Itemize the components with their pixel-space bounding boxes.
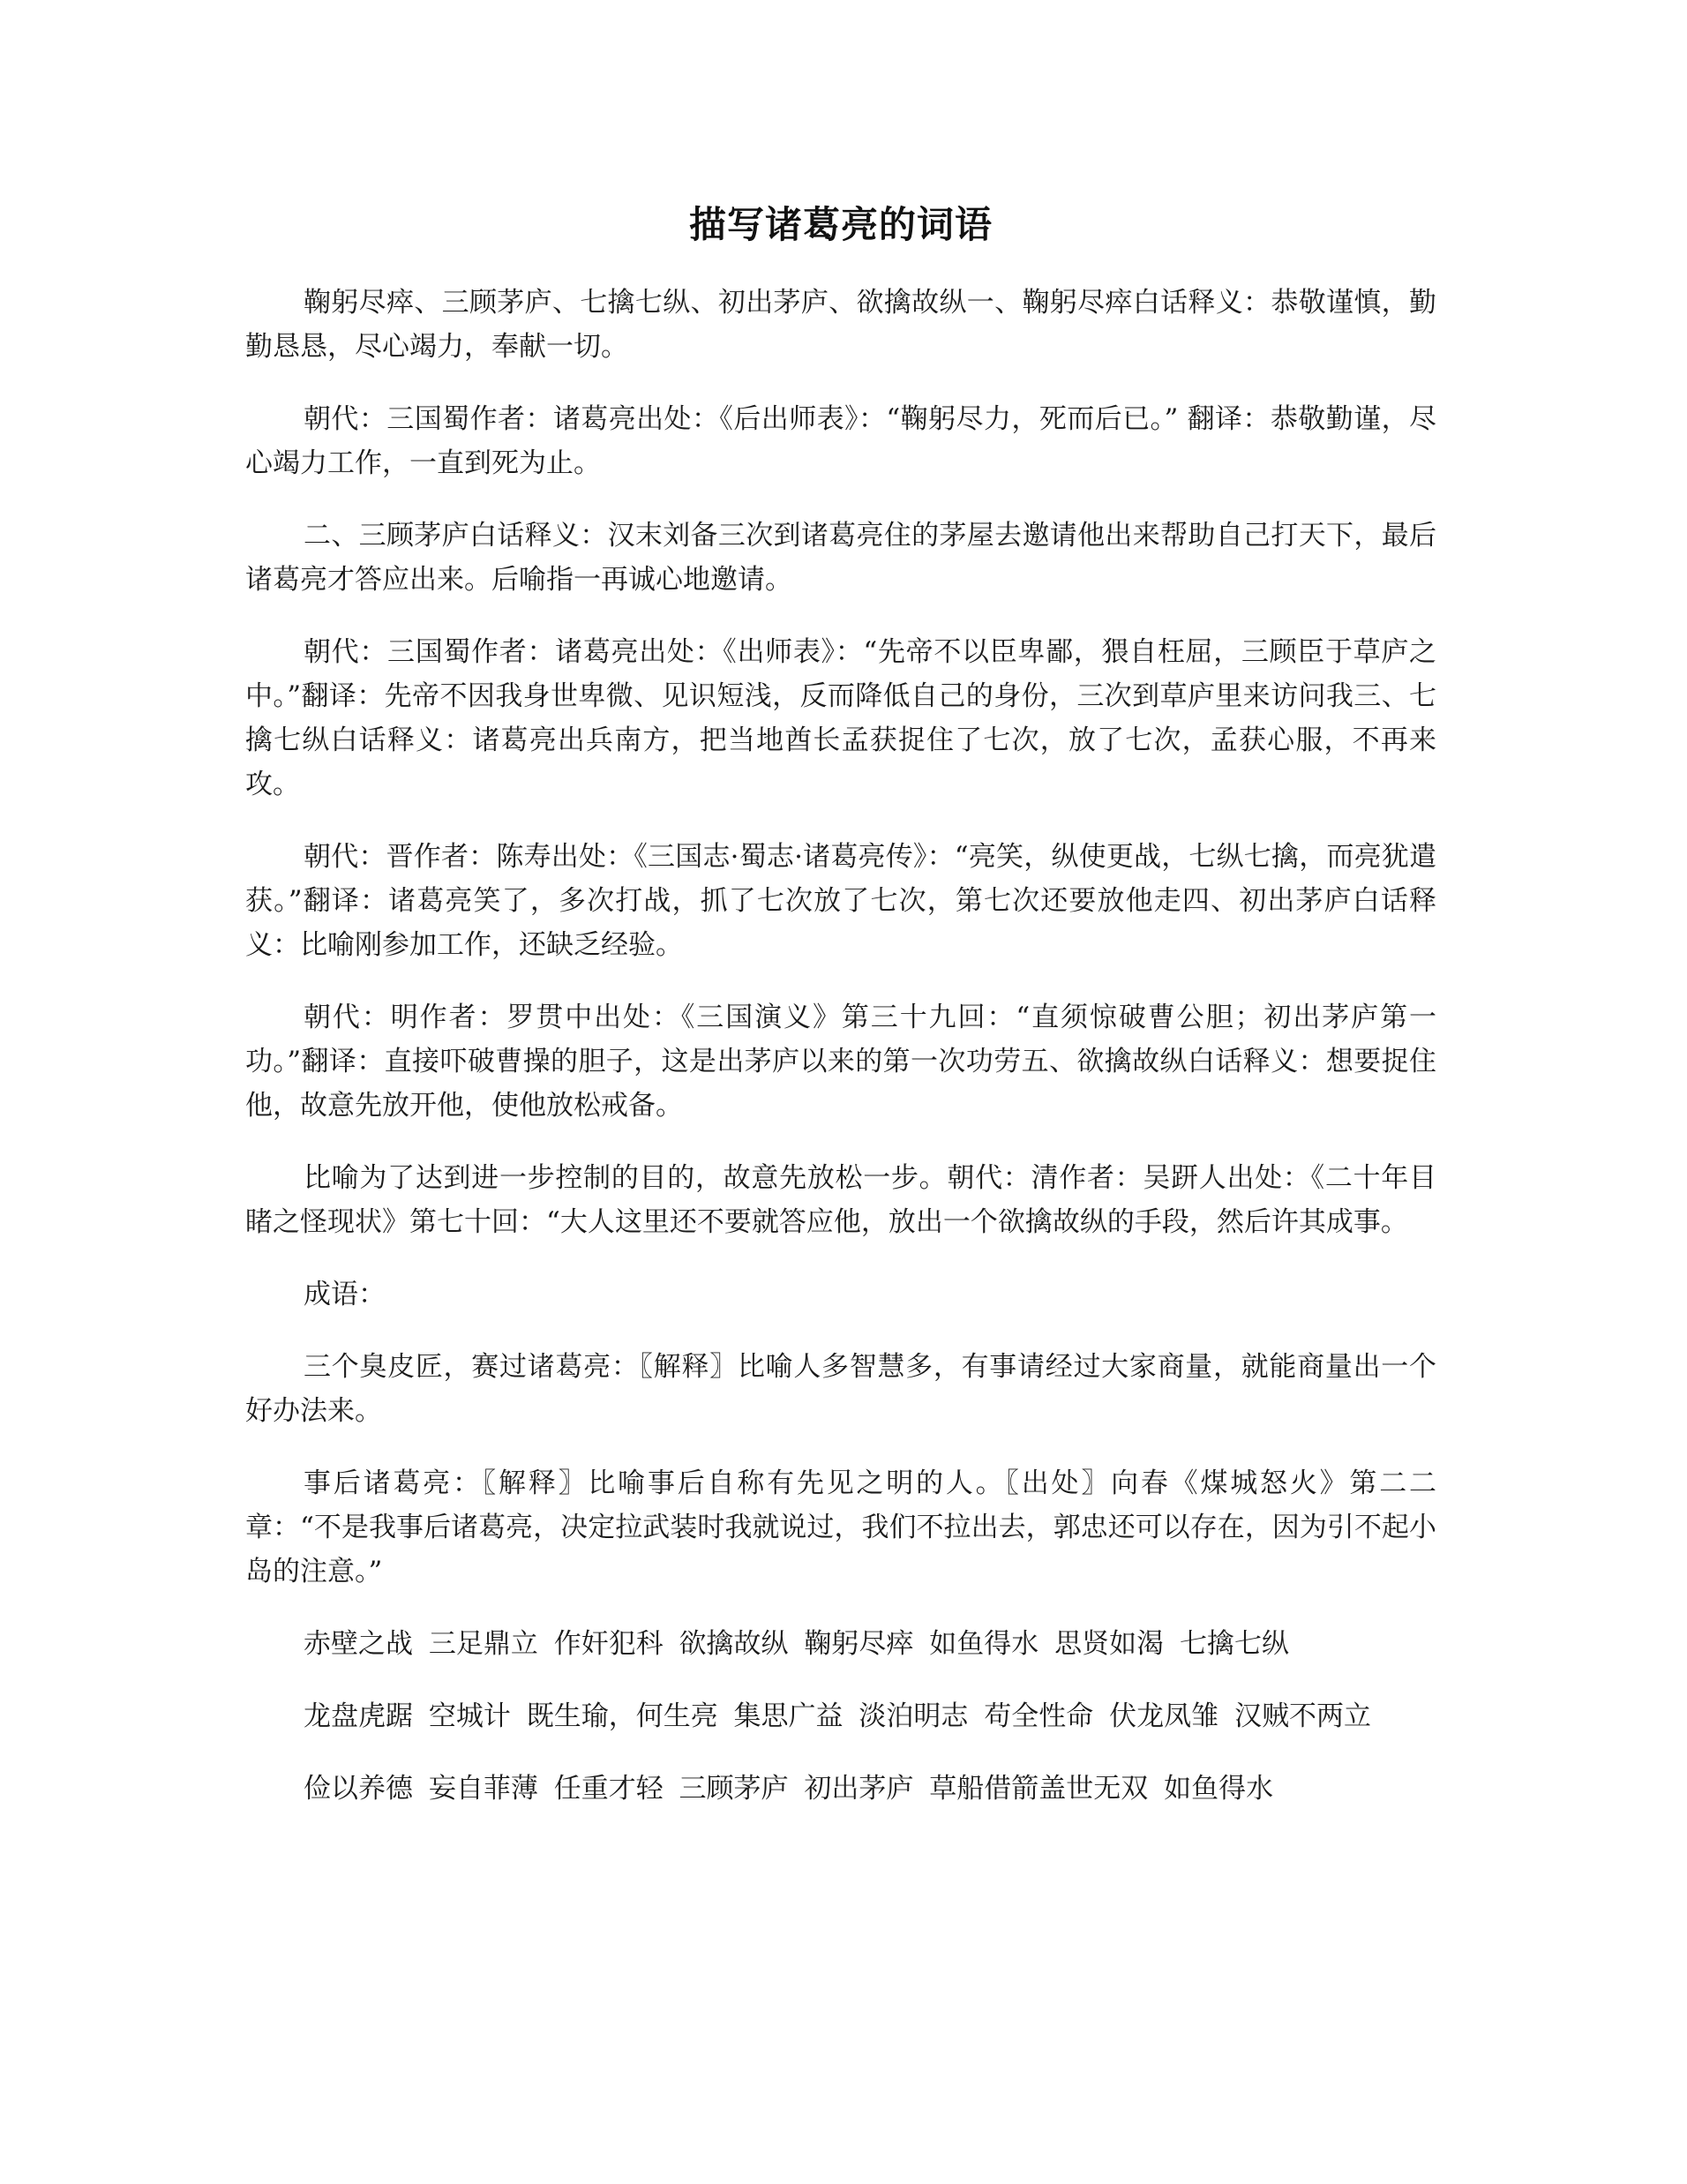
word-list-3: 俭以养德 妄自菲薄 任重才轻 三顾茅庐 初出茅庐 草船借箭盖世无双 如鱼得水 [304,1773,1274,1805]
paragraph-4: 朝代：三国蜀作者：诸葛亮出处：《出师表》：“先帝不以臣卑鄙，猥自枉屈，三顾臣于草庐之中。”翻译：先帝不因我身世卑微、见识短浅，反而降低自己的身份，三次到草庐里来访问我三、七擒七纵白话释义：诸葛亮出兵南方，把当地酋长孟获捉住了七次，放了七次，孟获心服，不再来攻。 [245,636,1436,800]
idiom-heading: 成语： [304,1279,386,1310]
paragraph-9: 三个臭皮匠，赛过诸葛亮：〖解释〗比喻人多智慧多，有事请经过大家商量，就能商量出一个好办法来。 [245,1351,1436,1427]
document-title: 描写诸葛亮的词语 [688,203,993,246]
paragraph-1: 鞠躬尽瘁、三顾茅庐、七擒七纵、初出茅庐、欲擒故纵一、鞠躬尽瘁白话释义：恭敬谨慎，勤勤恳恳，尽心竭力，奉献一切。 [245,287,1436,363]
document-body [245,281,1436,1839]
word-list-2: 龙盘虎踞 空城计 既生瑜，何生亮 集思广益 淡泊明志 苟全性命 伏龙凤雏 汉贼不两立 [304,1700,1371,1732]
paragraph-2: 朝代：三国蜀作者：诸葛亮出处：《后出师表》：“鞠躬尽力，死而后已。” 翻译：恭敬勤谨，尽心竭力工作，一直到死为止。 [245,403,1436,479]
paragraph-6: 朝代：明作者：罗贯中出处：《三国演义》第三十九回：“直须惊破曹公胆；初出茅庐第一功。”翻译：直接吓破曹操的胆子，这是出茅庐以来的第一次功劳五、欲擒故纵白话释义：想要捉住他，故意先放开他，使他放松戒备。 [245,1002,1436,1122]
word-list-1: 赤壁之战 三足鼎立 作奸犯科 欲擒故纵 鞠躬尽瘁 如鱼得水 思贤如渴 七擒七纵 [304,1628,1289,1660]
paragraph-7: 比喻为了达到进一步控制的目的，故意先放松一步。朝代：清作者：吴趼人出处：《二十年目睹之怪现状》第七十回：“大人这里还不要就答应他，放出一个欲擒故纵的手段，然后许其成事。 [245,1162,1436,1238]
paragraph-5: 朝代：晋作者：陈寿出处：《三国志·蜀志·诸葛亮传》：“亮笑，纵使更战，七纵七擒，而亮犹遣获。”翻译：诸葛亮笑了，多次打战，抓了七次放了七次，第七次还要放他走四、初出茅庐白话释义：比喻刚参加工作，还缺乏经验。 [245,841,1436,961]
paragraph-3: 二、三顾茅庐白话释义：汉末刘备三次到诸葛亮住的茅屋去邀请他出来帮助自己打天下，最后诸葛亮才答应出来。后喻指一再诚心地邀请。 [245,520,1436,596]
paragraph-10: 事后诸葛亮：〖解释〗比喻事后自称有先见之明的人。〖出处〗向春《煤城怒火》第二二章：“不是我事后诸葛亮，决定拉武装时我就说过，我们不拉出去，郭忠还可以存在，因为引不起小岛的注意。” [245,1467,1436,1587]
